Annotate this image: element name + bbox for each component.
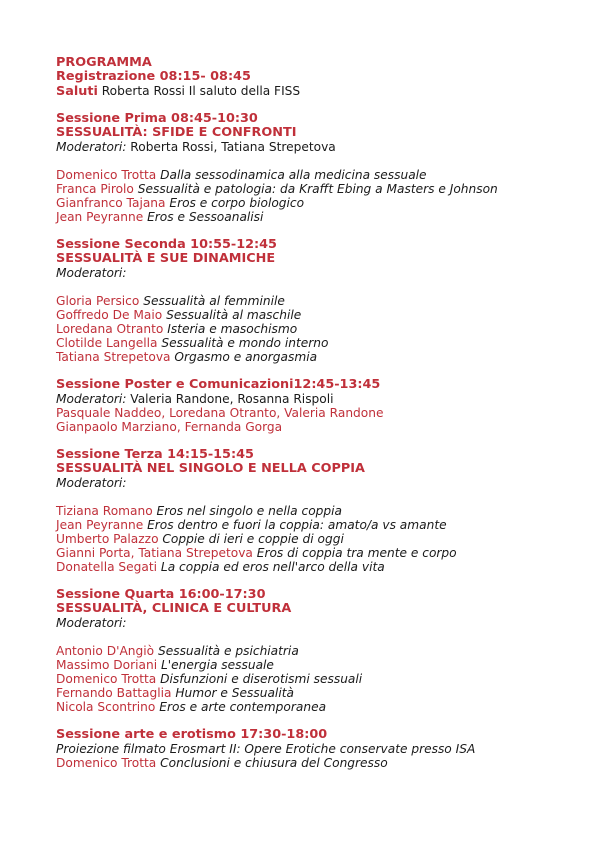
talk-title: Sessualità al maschile [162, 308, 302, 322]
talk-speaker: Domenico Trotta [56, 672, 157, 686]
session-fourth [56, 588, 596, 714]
welcome-line [56, 84, 596, 98]
talk-item [56, 700, 596, 714]
talk-title: Eros e arte contemporanea [155, 700, 327, 714]
talk-title: Orgasmo e anorgasmia [170, 350, 318, 364]
closing-speaker: Domenico Trotta [56, 756, 157, 770]
session-poster [56, 378, 596, 434]
session-heading: Sessione Quarta 16:00-17:30 [56, 587, 266, 602]
moderators-label: Moderatori: [56, 476, 127, 490]
moderators-line [56, 616, 596, 630]
moderators-names: Valeria Randone, Rosanna Rispoli [126, 392, 334, 406]
moderators-label: Moderatori: [56, 140, 127, 154]
talk-item [56, 518, 596, 532]
talk-title: Sessualità e mondo interno [157, 336, 329, 350]
talk-speaker: Massimo Doriani [56, 658, 158, 672]
talk-speaker: Franca Pirolo [56, 182, 134, 196]
poster-authors-line: Pasquale Naddeo, Loredana Otranto, Valeria Randone [56, 406, 384, 420]
moderators-names: Roberta Rossi, Tatiana Strepetova [126, 140, 336, 154]
session-arte [56, 728, 596, 770]
talk-item [56, 644, 596, 658]
talk-item [56, 560, 596, 574]
session-third [56, 448, 596, 574]
moderators-line [56, 392, 596, 406]
talk-title: Sessualità al femminile [139, 294, 285, 308]
moderators-line [56, 266, 596, 280]
talk-item [56, 210, 596, 224]
session-heading: Sessione arte e erotismo 17:30-18:00 [56, 727, 328, 742]
registration-time: Registrazione 08:15- 08:45 [56, 69, 251, 84]
talk-title: Eros dentro e fuori la coppia: amato/a vs amante [143, 518, 447, 532]
talk-item [56, 350, 596, 364]
session-title: SESSUALITÀ E SUE DINAMICHE [56, 251, 276, 266]
session-title: SESSUALITÀ, CLINICA E CULTURA [56, 601, 292, 616]
talk-title: Eros di coppia tra mente e corpo [252, 546, 457, 560]
talk-title: L'energia sessuale [157, 658, 274, 672]
talk-speaker: Antonio D'Angiò [56, 644, 155, 658]
welcome-label: Saluti [56, 84, 98, 99]
talk-title: Dalla sessodinamica alla medicina sessuale [156, 168, 427, 182]
talk-item [56, 504, 596, 518]
talk-item [56, 294, 596, 308]
talk-speaker: Nicola Scontrino [56, 700, 156, 714]
talk-item [56, 336, 596, 350]
talk-speaker: Clotilde Langella [56, 336, 158, 350]
closing-line [56, 756, 596, 770]
moderators-label: Moderatori: [56, 392, 127, 406]
talk-speaker: Donatella Segati [56, 560, 158, 574]
talk-item [56, 672, 596, 686]
talk-title: Coppie di ieri e coppie di oggi [158, 532, 344, 546]
session-second [56, 238, 596, 364]
poster-authors-line: Gianpaolo Marziano, Fernanda Gorga [56, 420, 283, 434]
talk-item [56, 658, 596, 672]
talk-title: Sessualità e psichiatria [154, 644, 299, 658]
talk-item [56, 322, 596, 336]
talk-speaker: Tatiana Strepetova [56, 350, 171, 364]
moderators-label: Moderatori: [56, 266, 127, 280]
talk-title: Humor e Sessualità [171, 686, 294, 700]
talk-item [56, 308, 596, 322]
session-first [56, 112, 596, 224]
talk-item [56, 196, 596, 210]
talk-speaker: Fernando Battaglia [56, 686, 172, 700]
session-heading: Sessione Poster e Comunicazioni12:45-13:45 [56, 377, 381, 392]
session-heading: Sessione Prima 08:45-10:30 [56, 111, 258, 126]
talk-speaker: Gloria Persico [56, 294, 140, 308]
talk-title: Disfunzioni e diserotismi sessuali [156, 672, 363, 686]
session-heading: Sessione Seconda 10:55-12:45 [56, 237, 277, 252]
talk-item [56, 182, 596, 196]
talk-speaker: Jean Peyranne [56, 210, 144, 224]
session-title: SESSUALITÀ: SFIDE E CONFRONTI [56, 125, 297, 140]
talk-title: Sessualità e patologia: da Krafft Ebing a Masters e Johnson [133, 182, 498, 196]
talk-speaker: Goffredo De Maio [56, 308, 163, 322]
talk-item [56, 546, 596, 560]
projection-line: Proiezione filmato Erosmart II: Opere Erotiche conservate presso ISA [56, 742, 476, 756]
talk-speaker: Gianni Porta, Tatiana Strepetova [56, 546, 253, 560]
talk-speaker: Jean Peyranne [56, 518, 144, 532]
session-title: SESSUALITÀ NEL SINGOLO E NELLA COPPIA [56, 461, 365, 476]
talk-title: Eros nel singolo e nella coppia [152, 504, 342, 518]
moderators-line [56, 476, 596, 490]
talk-title: Eros e Sessoanalisi [143, 210, 264, 224]
talk-item [56, 686, 596, 700]
talk-speaker: Gianfranco Tajana [56, 196, 166, 210]
program-title: PROGRAMMA [56, 55, 152, 70]
session-heading: Sessione Terza 14:15-15:45 [56, 447, 254, 462]
talk-speaker: Tiziana Romano [56, 504, 153, 518]
program-header [56, 56, 596, 98]
talk-title: Eros e corpo biologico [165, 196, 305, 210]
talk-title: Isteria e masochismo [163, 322, 298, 336]
moderators-line [56, 140, 596, 154]
talk-speaker: Loredana Otranto [56, 322, 164, 336]
talk-title: La coppia ed eros nell'arco della vita [157, 560, 385, 574]
talk-item [56, 168, 596, 182]
talk-item [56, 532, 596, 546]
welcome-text: Roberta Rossi Il saluto della FISS [97, 84, 301, 98]
moderators-label: Moderatori: [56, 616, 127, 630]
talk-speaker: Domenico Trotta [56, 168, 157, 182]
talk-speaker: Umberto Palazzo [56, 532, 159, 546]
closing-title: Conclusioni e chiusura del Congresso [156, 756, 388, 770]
